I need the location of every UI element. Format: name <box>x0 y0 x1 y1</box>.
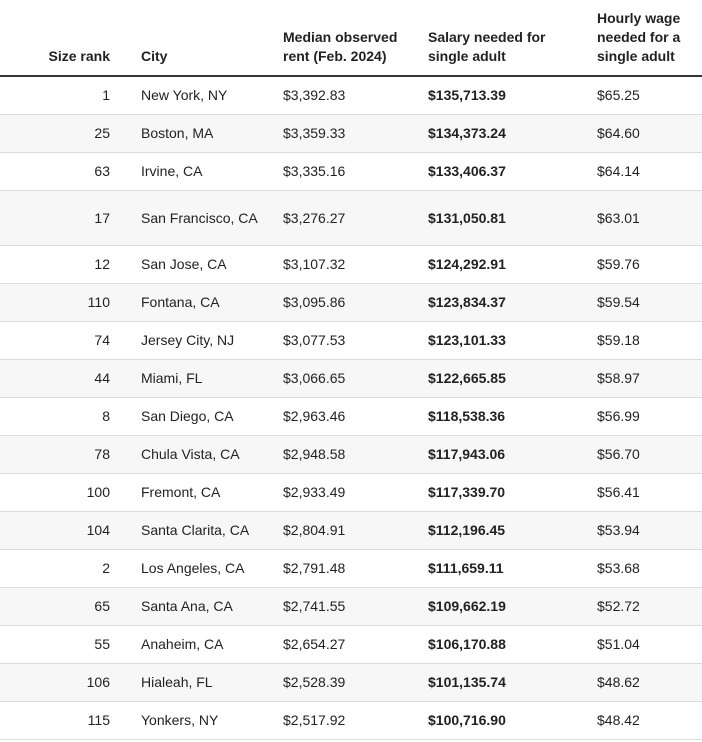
table-row <box>0 76 702 115</box>
cell-city: San Diego, CA <box>135 398 279 436</box>
cell-city: Boston, MA <box>135 115 279 153</box>
header-hourly-wage[interactable]: Hourly wage needed for a single adult <box>593 0 702 76</box>
cell-hourly-wage: $59.76 <box>593 246 702 284</box>
cell-size-rank: 65 <box>0 588 135 626</box>
cell-city: Santa Ana, CA <box>135 588 279 626</box>
table-row <box>0 115 702 153</box>
cell-salary-needed: $135,713.39 <box>424 76 593 115</box>
cell-size-rank: 106 <box>0 664 135 702</box>
header-median-rent[interactable]: Median observed rent (Feb. 2024) <box>279 0 424 76</box>
table-row <box>0 702 702 740</box>
header-salary-needed[interactable]: Salary needed for single adult <box>424 0 593 76</box>
cell-city: Anaheim, CA <box>135 626 279 664</box>
cell-salary-needed: $101,135.74 <box>424 664 593 702</box>
header-size-rank[interactable]: Size rank <box>0 0 135 76</box>
cell-salary-needed: $117,943.06 <box>424 436 593 474</box>
cell-hourly-wage: $56.70 <box>593 436 702 474</box>
cell-hourly-wage: $48.42 <box>593 702 702 740</box>
table-header <box>0 0 702 76</box>
cell-hourly-wage: $48.62 <box>593 664 702 702</box>
cell-salary-needed: $123,101.33 <box>424 322 593 360</box>
cell-city: Santa Clarita, CA <box>135 512 279 550</box>
cell-size-rank: 115 <box>0 702 135 740</box>
cell-size-rank: 74 <box>0 322 135 360</box>
cell-city: Yonkers, NY <box>135 702 279 740</box>
cell-hourly-wage: $65.25 <box>593 76 702 115</box>
cell-hourly-wage: $59.18 <box>593 322 702 360</box>
cell-size-rank: 25 <box>0 115 135 153</box>
cell-salary-needed: $131,050.81 <box>424 191 593 246</box>
cell-hourly-wage: $64.60 <box>593 115 702 153</box>
cell-size-rank: 1 <box>0 76 135 115</box>
cell-median-rent: $3,392.83 <box>279 76 424 115</box>
cell-median-rent: $2,804.91 <box>279 512 424 550</box>
cell-city: Los Angeles, CA <box>135 550 279 588</box>
cell-city: San Francisco, CA <box>135 191 279 246</box>
cell-size-rank: 78 <box>0 436 135 474</box>
cell-salary-needed: $112,196.45 <box>424 512 593 550</box>
cell-salary-needed: $117,339.70 <box>424 474 593 512</box>
cell-salary-needed: $133,406.37 <box>424 153 593 191</box>
cell-median-rent: $2,933.49 <box>279 474 424 512</box>
cell-hourly-wage: $52.72 <box>593 588 702 626</box>
cell-median-rent: $2,517.92 <box>279 702 424 740</box>
cell-city: Jersey City, NJ <box>135 322 279 360</box>
cell-salary-needed: $118,538.36 <box>424 398 593 436</box>
cell-hourly-wage: $59.54 <box>593 284 702 322</box>
cell-salary-needed: $109,662.19 <box>424 588 593 626</box>
cell-salary-needed: $100,716.90 <box>424 702 593 740</box>
cell-median-rent: $3,066.65 <box>279 360 424 398</box>
table-row <box>0 512 702 550</box>
cell-size-rank: 100 <box>0 474 135 512</box>
cell-city: San Jose, CA <box>135 246 279 284</box>
cell-city: Chula Vista, CA <box>135 436 279 474</box>
table-row <box>0 284 702 322</box>
table-row <box>0 246 702 284</box>
cell-hourly-wage: $53.94 <box>593 512 702 550</box>
header-city[interactable]: City <box>135 0 279 76</box>
cell-median-rent: $2,948.58 <box>279 436 424 474</box>
header-row <box>0 0 702 76</box>
table-row <box>0 153 702 191</box>
cell-median-rent: $2,791.48 <box>279 550 424 588</box>
cell-hourly-wage: $64.14 <box>593 153 702 191</box>
cell-hourly-wage: $63.01 <box>593 191 702 246</box>
cell-hourly-wage: $53.68 <box>593 550 702 588</box>
cell-city: Fremont, CA <box>135 474 279 512</box>
table-row <box>0 191 702 246</box>
cell-salary-needed: $124,292.91 <box>424 246 593 284</box>
cell-median-rent: $2,528.39 <box>279 664 424 702</box>
cell-salary-needed: $134,373.24 <box>424 115 593 153</box>
cell-size-rank: 2 <box>0 550 135 588</box>
cell-size-rank: 44 <box>0 360 135 398</box>
cell-median-rent: $3,095.86 <box>279 284 424 322</box>
cell-size-rank: 12 <box>0 246 135 284</box>
cell-salary-needed: $123,834.37 <box>424 284 593 322</box>
cell-median-rent: $3,107.32 <box>279 246 424 284</box>
cell-hourly-wage: $56.99 <box>593 398 702 436</box>
table-row <box>0 360 702 398</box>
cell-city: New York, NY <box>135 76 279 115</box>
table-row <box>0 398 702 436</box>
cell-size-rank: 63 <box>0 153 135 191</box>
cell-median-rent: $3,359.33 <box>279 115 424 153</box>
cell-city: Miami, FL <box>135 360 279 398</box>
cell-median-rent: $3,335.16 <box>279 153 424 191</box>
table-row <box>0 474 702 512</box>
table-body <box>0 76 702 740</box>
cell-city: Fontana, CA <box>135 284 279 322</box>
cell-city: Irvine, CA <box>135 153 279 191</box>
cell-median-rent: $2,963.46 <box>279 398 424 436</box>
cell-size-rank: 8 <box>0 398 135 436</box>
cell-salary-needed: $122,665.85 <box>424 360 593 398</box>
table-row <box>0 550 702 588</box>
table-row <box>0 664 702 702</box>
cell-hourly-wage: $58.97 <box>593 360 702 398</box>
cell-city: Hialeah, FL <box>135 664 279 702</box>
cell-median-rent: $3,077.53 <box>279 322 424 360</box>
cell-hourly-wage: $56.41 <box>593 474 702 512</box>
cell-salary-needed: $106,170.88 <box>424 626 593 664</box>
table-row <box>0 626 702 664</box>
cell-size-rank: 104 <box>0 512 135 550</box>
table-row <box>0 436 702 474</box>
cell-median-rent: $2,654.27 <box>279 626 424 664</box>
cell-salary-needed: $111,659.11 <box>424 550 593 588</box>
cell-median-rent: $3,276.27 <box>279 191 424 246</box>
table-row <box>0 322 702 360</box>
cell-size-rank: 17 <box>0 191 135 246</box>
table-row <box>0 588 702 626</box>
cell-size-rank: 110 <box>0 284 135 322</box>
cell-hourly-wage: $51.04 <box>593 626 702 664</box>
cell-median-rent: $2,741.55 <box>279 588 424 626</box>
cell-size-rank: 55 <box>0 626 135 664</box>
